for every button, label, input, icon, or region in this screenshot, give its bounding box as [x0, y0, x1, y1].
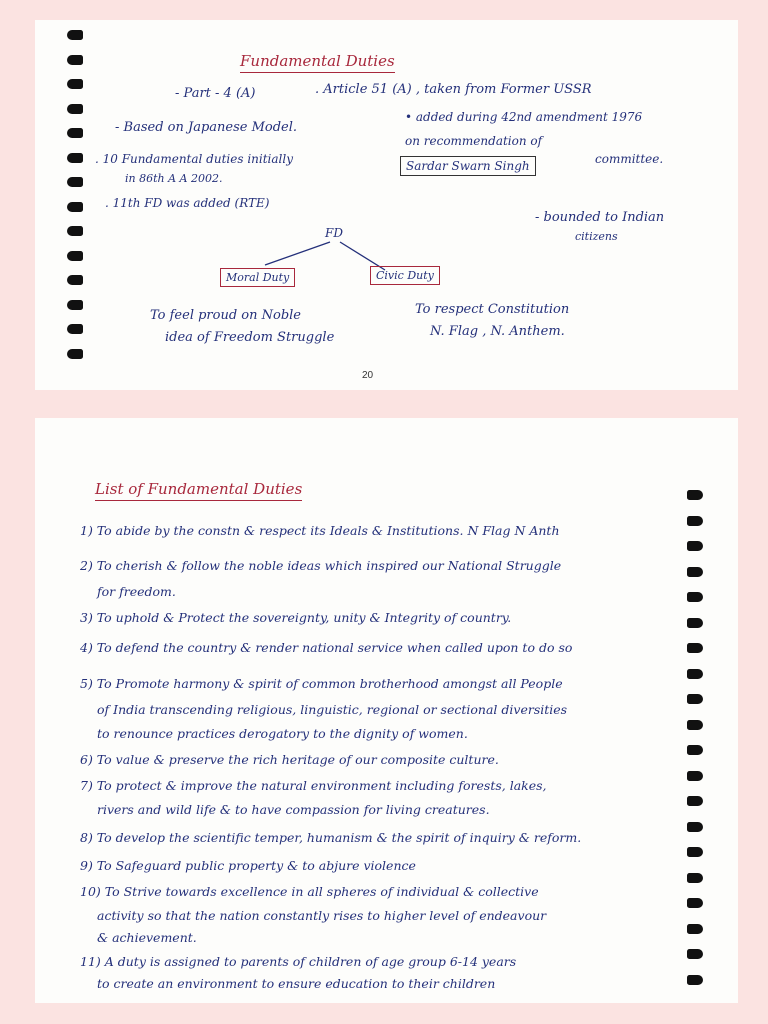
page-title: List of Fundamental Duties	[95, 480, 302, 501]
duty-line: of India transcending religious, linguistic, regional or sectional diversities	[97, 702, 568, 717]
note-line: . 11th FD was added (RTE)	[105, 196, 270, 210]
spiral-hole	[687, 592, 703, 602]
duty-line: activity so that the nation constantly rises to higher level of endeavour	[97, 908, 547, 923]
spiral-hole	[687, 847, 703, 857]
note-line: in 86th A A 2002.	[125, 172, 223, 185]
duty-line: & achievement.	[97, 930, 197, 945]
duty-line: 2) To cherish & follow the noble ideas which inspired our National Struggle	[80, 558, 562, 573]
moral-duty-box: Moral Duty	[220, 268, 295, 287]
note-line: - Part - 4 (A)	[175, 86, 256, 101]
spiral-hole	[687, 490, 703, 500]
note-line: To respect Constitution	[415, 302, 570, 317]
diagram-root: FD	[325, 226, 343, 240]
note-line: . Article 51 (A) , taken from Former USSR	[315, 82, 592, 97]
note-line: • added during 42nd amendment 1976	[405, 110, 643, 124]
note-line: - bounded to Indian	[535, 210, 665, 225]
spiral-hole	[687, 541, 703, 551]
duty-line: 5) To Promote harmony & spirit of common brotherhood amongst all People	[80, 676, 563, 691]
duty-line: 10) To Strive towards excellence in all spheres of individual & collective	[80, 884, 539, 899]
duty-line: 3) To uphold & Protect the sovereignty, unity & Integrity of country.	[80, 610, 512, 625]
spiral-hole	[687, 669, 703, 679]
duty-line: to renounce practices derogatory to the dignity of women.	[97, 726, 468, 741]
note-line: citizens	[575, 230, 618, 243]
page-title: Fundamental Duties	[240, 52, 395, 73]
duty-line: 4) To defend the country & render national service when called upon to do so	[80, 640, 573, 655]
civic-duty-box: Civic Duty	[370, 266, 440, 285]
duty-line: 9) To Safeguard public property & to abjure violence	[80, 858, 416, 873]
spiral-hole	[687, 618, 703, 628]
duty-line: rivers and wild life & to have compassion for living creatures.	[97, 802, 490, 817]
page-number: 20	[362, 370, 374, 381]
spiral-hole	[687, 720, 703, 730]
duty-line: 7) To protect & improve the natural environment including forests, lakes,	[80, 778, 547, 793]
spiral-hole	[687, 516, 703, 526]
duty-line: 6) To value & preserve the rich heritage of our composite culture.	[80, 752, 499, 767]
note-line: on recommendation of	[405, 134, 543, 148]
note-line: idea of Freedom Struggle	[165, 330, 335, 345]
duty-line: 11) A duty is assigned to parents of children of age group 6-14 years	[80, 954, 517, 969]
note-line: - Based on Japanese Model.	[115, 120, 298, 135]
spiral-hole	[687, 975, 703, 985]
notebook-page-2	[35, 418, 738, 1003]
duty-line: for freedom.	[97, 584, 176, 599]
committee-box: Sardar Swarn Singh	[400, 156, 536, 176]
spiral-hole	[687, 924, 703, 934]
spiral-hole	[687, 745, 703, 755]
spiral-hole	[687, 873, 703, 883]
spiral-hole	[687, 694, 703, 704]
duty-line: 8) To develop the scientific temper, humanism & the spirit of inquiry & reform.	[80, 830, 582, 845]
duty-line: 1) To abide by the constn & respect its Ideals & Institutions. N Flag N Anth	[80, 523, 560, 538]
spiral-hole	[687, 771, 703, 781]
spiral-hole	[687, 796, 703, 806]
spiral-hole	[687, 898, 703, 908]
spiral-hole	[687, 822, 703, 832]
note-line: . 10 Fundamental duties initially	[95, 152, 293, 166]
note-line: N. Flag , N. Anthem.	[430, 324, 565, 339]
note-line: To feel proud on Noble	[150, 308, 302, 323]
spiral-hole	[687, 949, 703, 959]
diagram-arrows	[35, 20, 738, 390]
spiral-hole	[687, 643, 703, 653]
notebook-page-1	[35, 20, 738, 390]
spiral-hole	[687, 567, 703, 577]
duty-line: to create an environment to ensure education to their children	[97, 976, 496, 991]
note-line: committee.	[595, 152, 664, 166]
